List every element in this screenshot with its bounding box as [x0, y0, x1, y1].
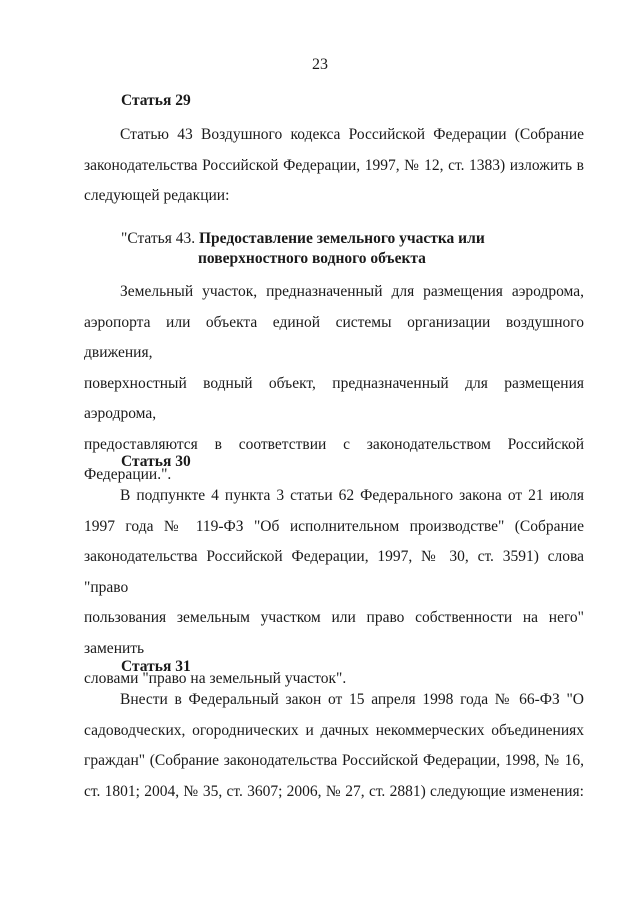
text-line: законодательства Российской Федерации, 1997, № 12, ст. 1383) изложить в — [84, 156, 584, 174]
text-line: аэропорта или объекта единой системы организации воздушного движения, — [84, 313, 584, 361]
text-line: Федерации.". — [84, 466, 172, 483]
text-line: словами "право на земельный участок". — [84, 670, 347, 687]
text-line: законодательства Российской Федерации, 1997, № 30, ст. 3591) слова "право — [84, 548, 584, 596]
text-line: следующей редакции: — [84, 187, 230, 204]
text-line: пользования земельным участком или право собственности на него" заменить — [84, 609, 584, 657]
text-line: садоводческих, огороднических и дачных некоммерческих объединениях — [84, 721, 584, 739]
text-line: 1997 года № 119-ФЗ "Об исполнительном производстве" (Собрание — [84, 517, 584, 535]
quote-prefix: "Статья 43. — [121, 230, 199, 247]
quote-title-line-2: поверхностного водного объекта — [198, 250, 426, 267]
article-31-heading: Статья 31 — [121, 658, 191, 675]
quote-title-line-1: Предоставление земельного участка или — [199, 230, 485, 247]
text-line: Статью 43 Воздушного кодекса Российской Федерации (Собрание — [120, 126, 584, 143]
article-29-intro — [84, 120, 584, 212]
article-43-quote-title — [121, 229, 485, 269]
text-line: предоставляются в соответствии с законодательством Российской — [84, 435, 584, 453]
article-29-heading: Статья 29 — [121, 92, 191, 109]
text-line: В подпункте 4 пункта 3 статьи 62 Федерального закона от 21 июля — [120, 487, 584, 504]
text-line: граждан" (Собрание законодательства Российской Федерации, 1998, № 16, — [84, 752, 584, 769]
text-line: Земельный участок, предназначенный для размещения аэродрома, — [120, 283, 584, 300]
page-number: 23 — [312, 56, 328, 73]
article-30-heading: Статья 30 — [121, 453, 191, 470]
text-line: Внести в Федеральный закон от 15 апреля 1998 года № 66-ФЗ "О — [120, 691, 584, 708]
text-line: ст. 1801; 2004, № 35, ст. 3607; 2006, № 27, ст. 2881) следующие изменения: — [84, 782, 584, 800]
article-31-body — [84, 685, 584, 807]
text-line: поверхностный водный объект, предназначенный для размещения аэродрома, — [84, 374, 584, 422]
